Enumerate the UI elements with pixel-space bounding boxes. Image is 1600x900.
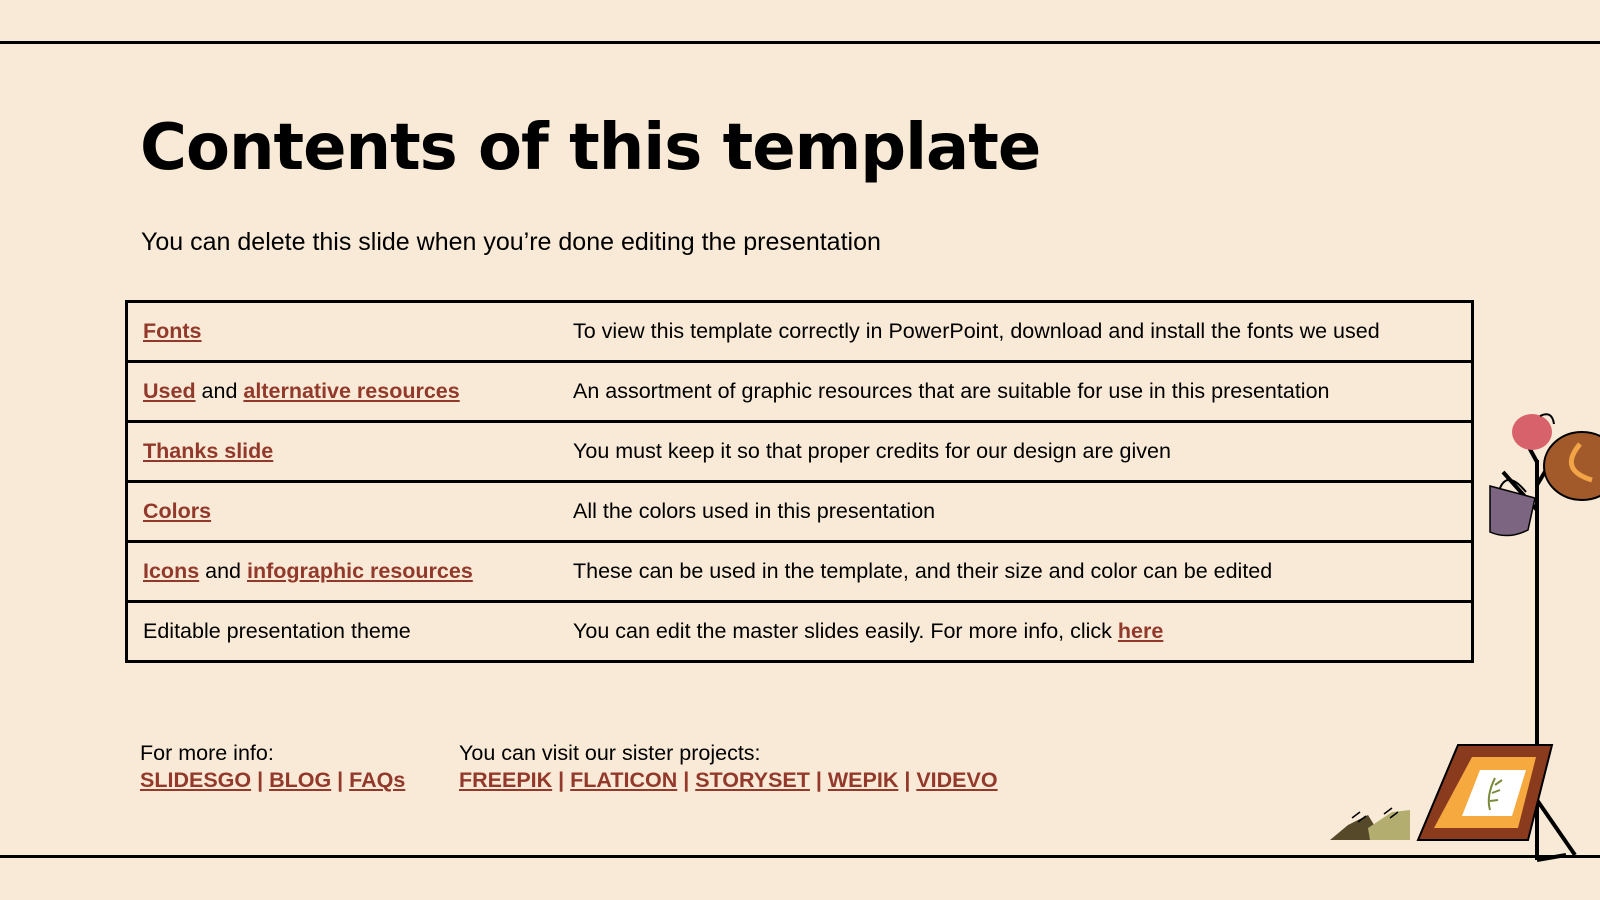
link-separator: | — [898, 768, 917, 792]
thanks-slide-link[interactable]: Thanks slide — [143, 439, 274, 463]
sister-projects-block — [459, 740, 998, 794]
shoes-icon — [1330, 808, 1410, 840]
link-separator: | — [677, 768, 696, 792]
more-info-links — [140, 767, 405, 794]
blog-link[interactable]: BLOG — [269, 768, 332, 792]
coat-rack-illustration — [1330, 400, 1600, 870]
more-info-block — [140, 740, 405, 794]
more-info-label: For more info: — [140, 741, 274, 765]
freepik-link[interactable]: FREEPIK — [459, 768, 553, 792]
row-topic — [127, 482, 574, 542]
table-row — [127, 362, 1473, 422]
row-topic — [127, 362, 574, 422]
link-separator: | — [251, 768, 270, 792]
table-row — [127, 302, 1473, 362]
icons-link[interactable]: Icons — [143, 559, 200, 583]
contents-table — [125, 300, 1474, 663]
top-rule — [0, 41, 1600, 44]
here-link[interactable]: here — [1117, 619, 1164, 643]
page-title: Contents of this template — [140, 111, 1041, 185]
storyset-link[interactable]: STORYSET — [695, 768, 810, 792]
row-description: You must keep it so that proper credits for our design are given — [573, 422, 1473, 482]
row-description-text: You can edit the master slides easily. For more info, click — [573, 619, 1118, 643]
videvo-link[interactable]: VIDEVO — [916, 768, 998, 792]
row-topic — [127, 542, 574, 602]
sister-projects-label: You can visit our sister projects: — [459, 741, 761, 765]
colors-link[interactable]: Colors — [143, 499, 212, 523]
handbag-icon — [1490, 480, 1535, 536]
table-row — [127, 482, 1473, 542]
row-topic: Editable presentation theme — [127, 602, 574, 662]
hat-icon — [1544, 432, 1600, 500]
row-joiner: and — [195, 379, 244, 403]
slidesgo-link[interactable]: SLIDESGO — [140, 768, 252, 792]
link-separator: | — [809, 768, 828, 792]
row-topic — [127, 422, 574, 482]
page-subtitle: You can delete this slide when you’re done editing the presentation — [141, 228, 881, 256]
row-description: An assortment of graphic resources that are suitable for use in this presentation — [573, 362, 1473, 422]
wepik-link[interactable]: WEPIK — [827, 768, 899, 792]
link-separator: | — [552, 768, 571, 792]
row-description: These can be used in the template, and their size and color can be edited — [573, 542, 1473, 602]
alternative-resources-link[interactable]: alternative resources — [243, 379, 460, 403]
link-separator: | — [331, 768, 350, 792]
flower-icon — [1512, 414, 1554, 450]
table-row — [127, 542, 1473, 602]
picture-frame-icon — [1418, 745, 1552, 840]
used-resources-link[interactable]: Used — [143, 379, 196, 403]
row-topic — [127, 302, 574, 362]
row-description: To view this template correctly in PowerPoint, download and install the fonts we used — [573, 302, 1473, 362]
flaticon-link[interactable]: FLATICON — [570, 768, 678, 792]
row-description: All the colors used in this presentation — [573, 482, 1473, 542]
sister-projects-links — [459, 767, 998, 794]
faqs-link[interactable]: FAQs — [349, 768, 406, 792]
infographic-resources-link[interactable]: infographic resources — [246, 559, 473, 583]
table-row — [127, 422, 1473, 482]
row-joiner: and — [199, 559, 247, 583]
table-row — [127, 602, 1473, 662]
fonts-link[interactable]: Fonts — [143, 319, 202, 343]
